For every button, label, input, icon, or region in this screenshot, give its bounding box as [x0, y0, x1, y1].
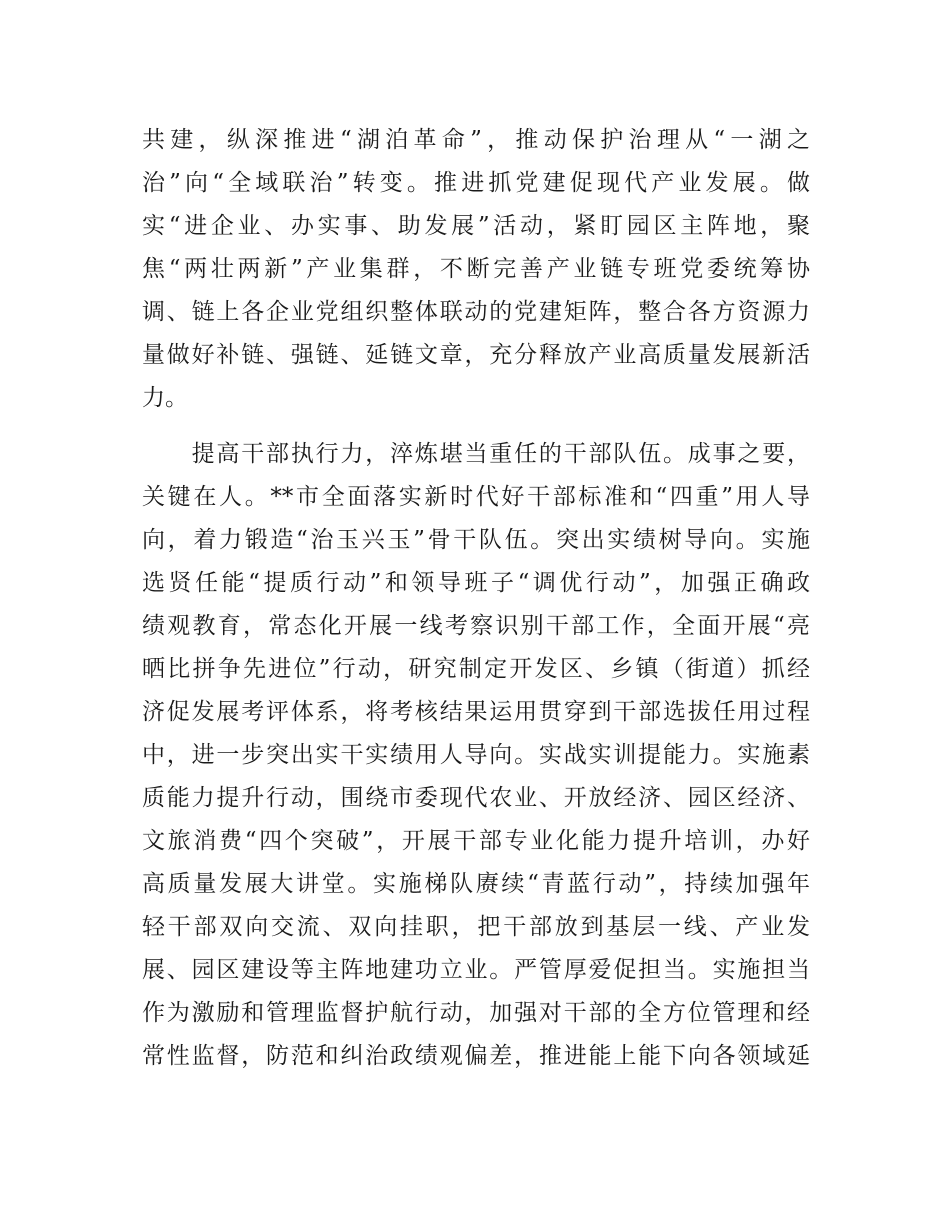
- paragraph-1: [142, 119, 810, 420]
- paragraph-line: 共建，纵深推进“湖泊革命”，推动保护治理从“一湖之: [142, 127, 810, 153]
- paragraph-line: 常性监督，防范和纠治政绩观偏差，推进能上能下向各领域延: [142, 1043, 810, 1069]
- paragraph-line: 提高干部执行力，淬炼堪当重任的干部队伍。成事之要，: [142, 441, 810, 467]
- paragraph-line: 质能力提升行动，围绕市委现代农业、开放经济、园区经济、: [142, 785, 810, 811]
- paragraph-line: 关键在人。**市全面落实新时代好干部标准和“四重”用人导: [142, 484, 810, 510]
- paragraph-line: 焦“两壮两新”产业集群，不断完善产业链专班党委统筹协: [142, 256, 810, 282]
- paragraph-line: 调、链上各企业党组织整体联动的党建矩阵，整合各方资源力: [142, 299, 810, 325]
- paragraph-line: 济促发展考评体系，将考核结果运用贯穿到干部选拔任用过程: [142, 699, 810, 725]
- paragraph-line: 高质量发展大讲堂。实施梯队赓续“青蓝行动”，持续加强年: [142, 871, 810, 897]
- paragraph-2: [142, 433, 810, 1078]
- paragraph-line: 绩观教育，常态化开展一线考察识别干部工作，全面开展“亮: [142, 613, 810, 639]
- paragraph-line: 中，进一步突出实干实绩用人导向。实战实训提能力。实施素: [142, 742, 810, 768]
- paragraph-line: 实“进企业、办实事、助发展”活动，紧盯园区主阵地，聚: [142, 213, 810, 239]
- paragraph-line: 选贤任能“提质行动”和领导班子“调优行动”，加强正确政: [142, 570, 810, 596]
- paragraph-line: 文旅消费“四个突破”，开展干部专业化能力提升培训，办好: [142, 828, 810, 854]
- paragraph-line: 力。: [142, 385, 188, 411]
- paragraph-line: 治”向“全域联治”转变。推进抓党建促现代产业发展。做: [142, 170, 810, 196]
- paragraph-line: 展、园区建设等主阵地建功立业。严管厚爱促担当。实施担当: [142, 957, 810, 983]
- paragraph-line: 轻干部双向交流、双向挂职，把干部放到基层一线、产业发: [142, 914, 810, 940]
- paragraph-line: 量做好补链、强链、延链文章，充分释放产业高质量发展新活: [142, 342, 810, 368]
- paragraph-line: 向，着力锻造“治玉兴玉”骨干队伍。突出实绩树导向。实施: [142, 527, 810, 553]
- paragraph-line: 作为激励和管理监督护航行动，加强对干部的全方位管理和经: [142, 1000, 810, 1026]
- paragraph-line: 晒比拼争先进位”行动，研究制定开发区、乡镇（街道）抓经: [142, 656, 810, 682]
